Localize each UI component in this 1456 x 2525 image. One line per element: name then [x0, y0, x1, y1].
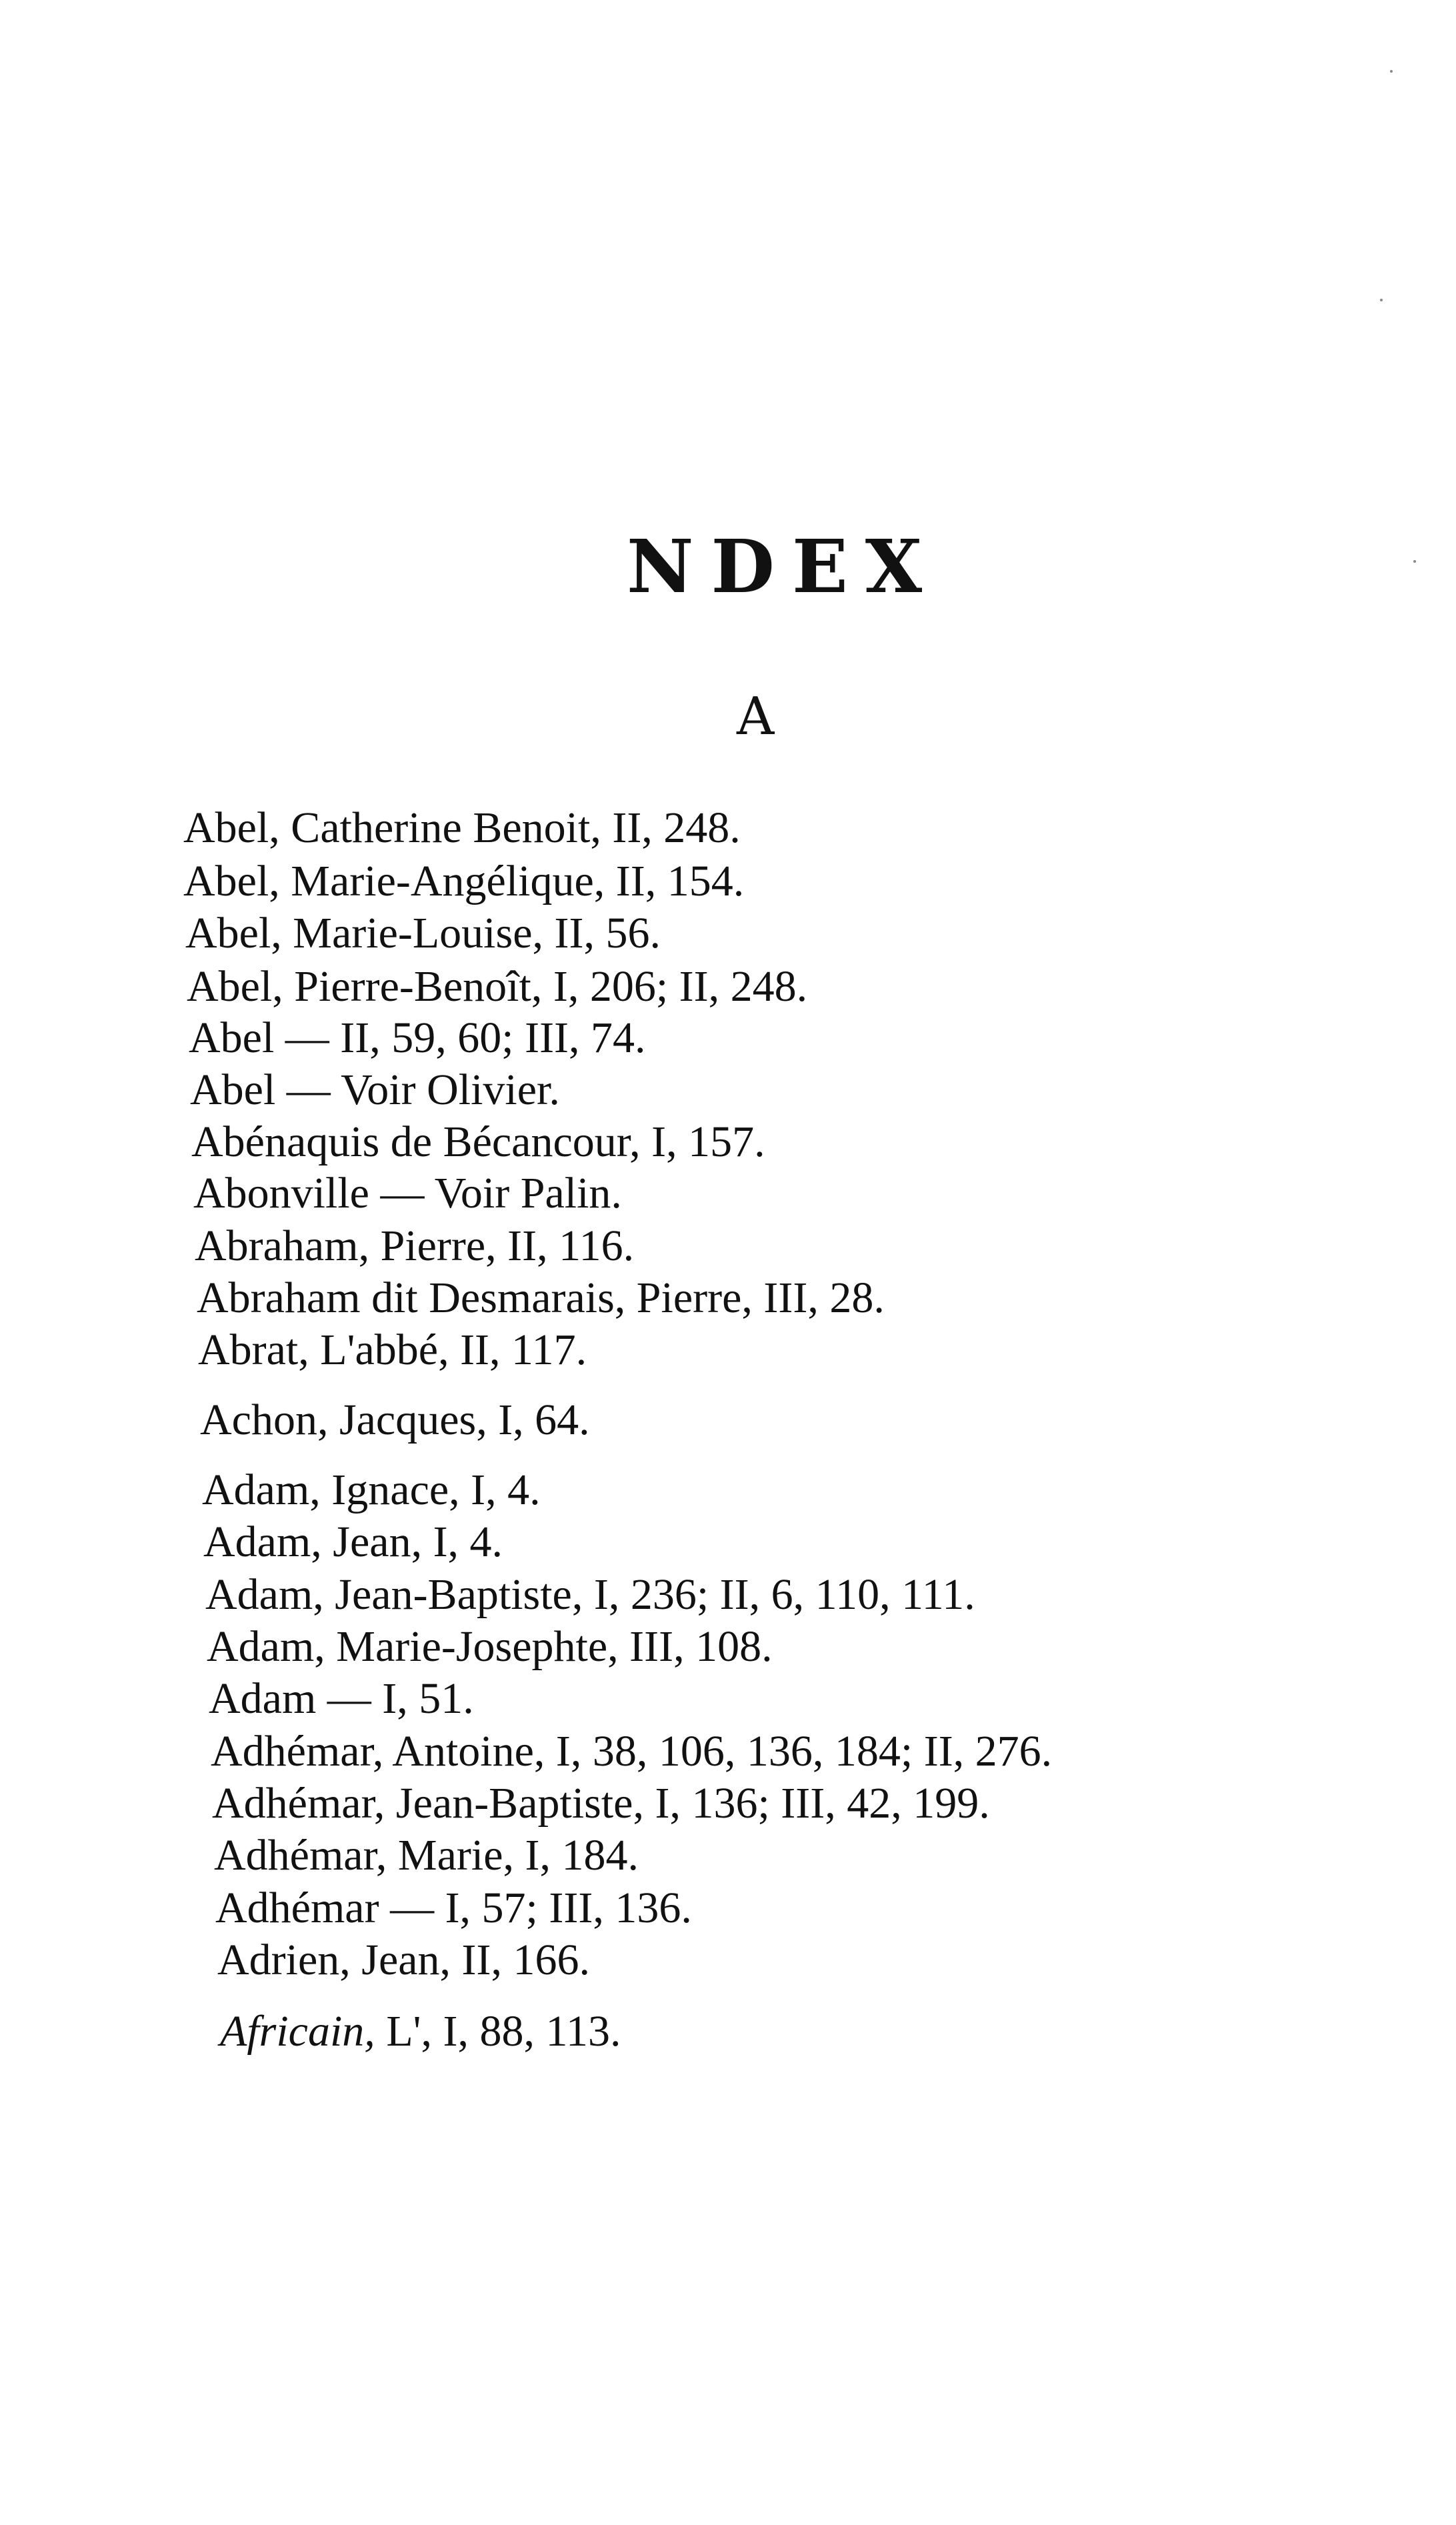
paper-speck — [1390, 70, 1393, 73]
index-entry: Abel — II, 59, 60; III, 74. — [189, 1013, 646, 1062]
index-entry: Abonville — Voir Palin. — [193, 1169, 622, 1217]
index-entry: Adhémar, Antoine, I, 38, 106, 136, 184; II, 276. — [211, 1727, 1053, 1776]
index-entry: Abel, Marie-Angélique, II, 154. — [183, 857, 745, 905]
index-entry: Adhémar — I, 57; III, 136. — [215, 1884, 692, 1932]
index-entry: Adam, Jean-Baptiste, I, 236; II, 6, 110, 111. — [205, 1570, 975, 1619]
index-entry: Abraham, Pierre, II, 116. — [195, 1221, 635, 1270]
index-entry: Abel, Marie-Louise, II, 56. — [185, 909, 661, 957]
index-entry: Adam, Ignace, I, 4. — [202, 1466, 541, 1514]
paper-speck — [1380, 299, 1383, 301]
section-letter: A — [737, 687, 775, 747]
index-entry: Abel, Pierre-Benoît, I, 206; II, 248. — [187, 962, 808, 1011]
index-entry: Abel — Voir Olivier. — [190, 1065, 560, 1114]
entry-references: L', I, 88, 113. — [375, 2007, 621, 2056]
index-entry: Abrat, L'abbé, II, 117. — [198, 1326, 587, 1374]
index-entry: Abraham dit Desmarais, Pierre, III, 28. — [197, 1274, 885, 1322]
index-entry: Adam, Jean, I, 4. — [203, 1518, 503, 1566]
italic-title: Africain, — [220, 2007, 375, 2056]
index-entry: Achon, Jacques, I, 64. — [200, 1396, 590, 1444]
index-entry: Abénaquis de Bécancour, I, 157. — [191, 1117, 765, 1166]
index-entry-last — [220, 2007, 621, 2056]
index-entry: Adam — I, 51. — [209, 1674, 474, 1723]
index-entry: Adhémar, Jean-Baptiste, I, 136; III, 42, 199. — [212, 1779, 990, 1828]
index-entry: Abel, Catherine Benoit, II, 248. — [183, 803, 741, 852]
index-title: NDEX — [627, 523, 940, 609]
index-entry: Adam, Marie-Josephte, III, 108. — [207, 1622, 773, 1671]
paper-speck — [1413, 560, 1416, 563]
index-entry: Adhémar, Marie, I, 184. — [214, 1831, 639, 1880]
index-entry: Adrien, Jean, II, 166. — [217, 1936, 591, 1984]
